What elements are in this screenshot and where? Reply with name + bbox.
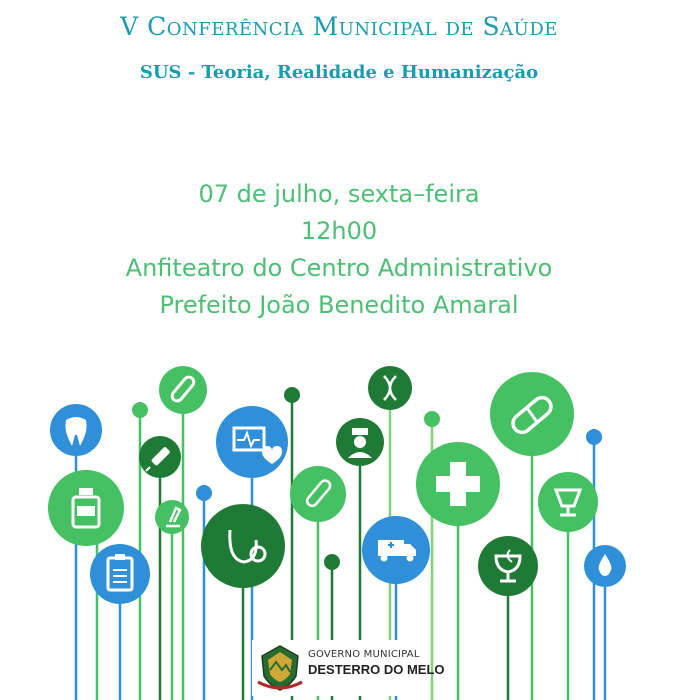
stethoscope-icon (201, 504, 285, 588)
conference-subtitle: SUS - Teoria, Realidade e Humanização (139, 62, 539, 83)
medicine-bottle-icon (48, 470, 124, 546)
syringe-icon (139, 436, 181, 478)
event-time: 12h00 (300, 217, 378, 245)
dna-icon (368, 366, 412, 410)
event-date: 07 de julho, sexta–feira (198, 180, 480, 208)
thermometer-icon (290, 466, 346, 522)
cross-icon (416, 442, 500, 526)
municipal-logo (252, 640, 445, 696)
heart-monitor-icon (216, 406, 288, 478)
coat-of-arms-icon (256, 642, 304, 694)
mortar-icon (538, 472, 598, 532)
ambulance-icon (362, 516, 430, 584)
event-venue-line1: Anfiteatro do Centro Administrativo (125, 254, 553, 282)
logo-line2: DESTERRO DO MELO (308, 662, 445, 677)
microscope-icon (155, 500, 189, 534)
event-venue-line2: Prefeito João Benedito Amaral (159, 291, 519, 319)
conference-title: V Conferência Municipal de Saúde (120, 12, 558, 41)
pharmacy-icon (478, 536, 538, 596)
clipboard-icon (90, 544, 150, 604)
tooth-icon (50, 404, 102, 456)
pill-icon (490, 372, 574, 456)
nurse-icon (336, 418, 384, 466)
test-tube-icon (159, 366, 207, 414)
logo-line1: GOVERNO MUNICIPAL (308, 649, 420, 660)
drop-icon (584, 545, 626, 587)
